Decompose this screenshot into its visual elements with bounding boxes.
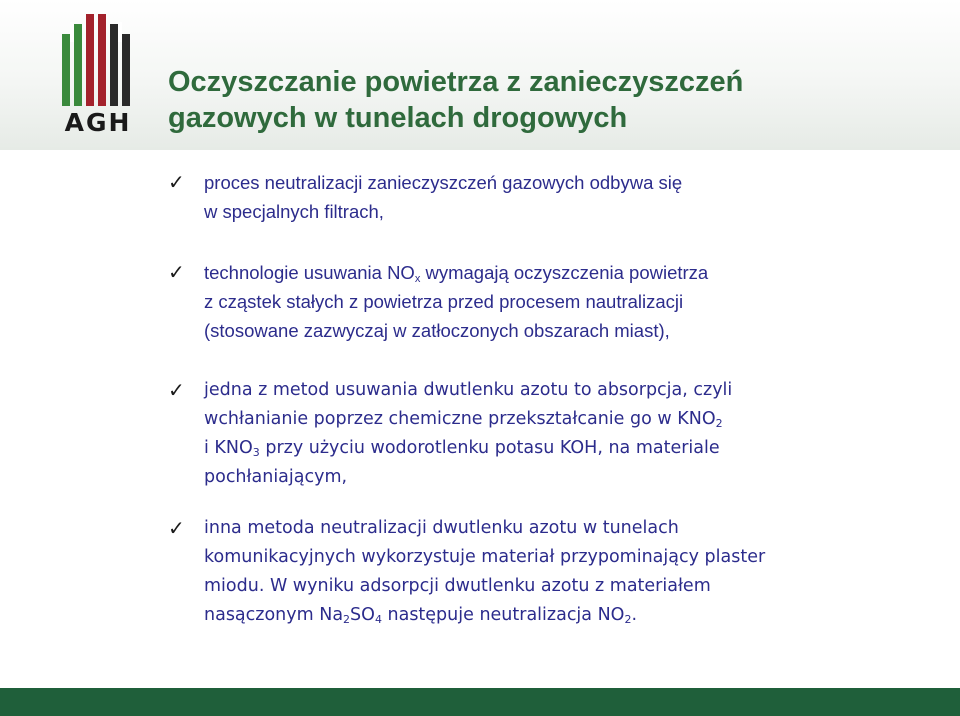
text-run: i KNO xyxy=(204,438,253,458)
subscript: 4 xyxy=(374,613,382,626)
text-run: następuje neutralizacja NO xyxy=(381,605,625,625)
bullet-4-line-4 xyxy=(204,601,765,630)
bullet-item-2 xyxy=(168,258,708,345)
text-run: technologie usuwania NO xyxy=(204,262,415,283)
bullet-item-3 xyxy=(168,376,732,492)
logo-bar xyxy=(98,14,106,106)
text-run: przy użyciu wodorotlenku potasu KOH, na materiale xyxy=(259,438,720,458)
logo-bar xyxy=(74,24,82,106)
bullet-item-4 xyxy=(168,514,765,630)
bullet-3-line-4: pochłaniającym, xyxy=(204,467,348,487)
logo-bar xyxy=(86,14,94,106)
bullet-4-line-1: inna metoda neutralizacji dwutlenku azotu w tunelach xyxy=(204,518,679,538)
text-run: wchłanianie poprzez chemiczne przekształcanie go w KNO xyxy=(204,409,716,429)
bullet-4-line-3: miodu. W wyniku adsorpcji dwutlenku azotu z materiałem xyxy=(204,576,711,596)
bullet-3-line-2 xyxy=(204,405,732,434)
bullet-1-line-2: w specjalnych filtrach, xyxy=(204,201,384,222)
text-run: nasączonym Na xyxy=(204,605,344,625)
bullet-4-line-2: komunikacyjnych wykorzystuje materiał przypominający plaster xyxy=(204,547,766,567)
logo-bar xyxy=(110,24,118,106)
subscript: 2 xyxy=(343,613,351,626)
check-mark-icon: ✓ xyxy=(168,378,185,402)
bullet-2-line-3: (stosowane zazwyczaj w zatłoczonych obszarach miast), xyxy=(204,320,670,341)
subscript: x xyxy=(414,273,421,285)
bullet-item-1 xyxy=(168,168,908,226)
subscript: 2 xyxy=(715,417,723,430)
logo-gap xyxy=(70,22,74,42)
agh-logo-bars xyxy=(62,14,134,106)
title-line-1: Oczyszczanie powietrza z zanieczyszczeń xyxy=(168,66,744,98)
check-mark-icon: ✓ xyxy=(168,170,185,194)
check-mark-icon: ✓ xyxy=(168,260,185,284)
subscript: 2 xyxy=(624,613,632,626)
text-run: . xyxy=(631,605,638,625)
bullet-3-line-3 xyxy=(204,434,732,463)
bullet-2-line-1 xyxy=(204,258,708,287)
agh-logo xyxy=(62,14,134,140)
bullet-2-line-2: z cząstek stałych z powietrza przed procesem nautralizacji xyxy=(204,291,684,312)
bullet-3-line-1: jedna z metod usuwania dwutlenku azotu to absorpcja, czyli xyxy=(204,380,733,400)
slide-title xyxy=(168,64,928,136)
logo-gap xyxy=(118,22,122,42)
bullet-list xyxy=(168,168,908,626)
check-mark-icon: ✓ xyxy=(168,516,185,540)
footer-band xyxy=(0,688,960,716)
title-line-2: gazowych w tunelach drogowych xyxy=(168,102,628,134)
agh-logo-text: AGH xyxy=(64,108,132,137)
text-run: wymagają oczyszczenia powietrza xyxy=(420,262,709,283)
logo-bar xyxy=(122,34,130,106)
subscript: 3 xyxy=(252,446,260,459)
logo-bar xyxy=(62,34,70,106)
text-run: SO xyxy=(350,605,375,625)
bullet-1-line-1: proces neutralizacji zanieczyszczeń gazowych odbywa się xyxy=(204,172,683,193)
